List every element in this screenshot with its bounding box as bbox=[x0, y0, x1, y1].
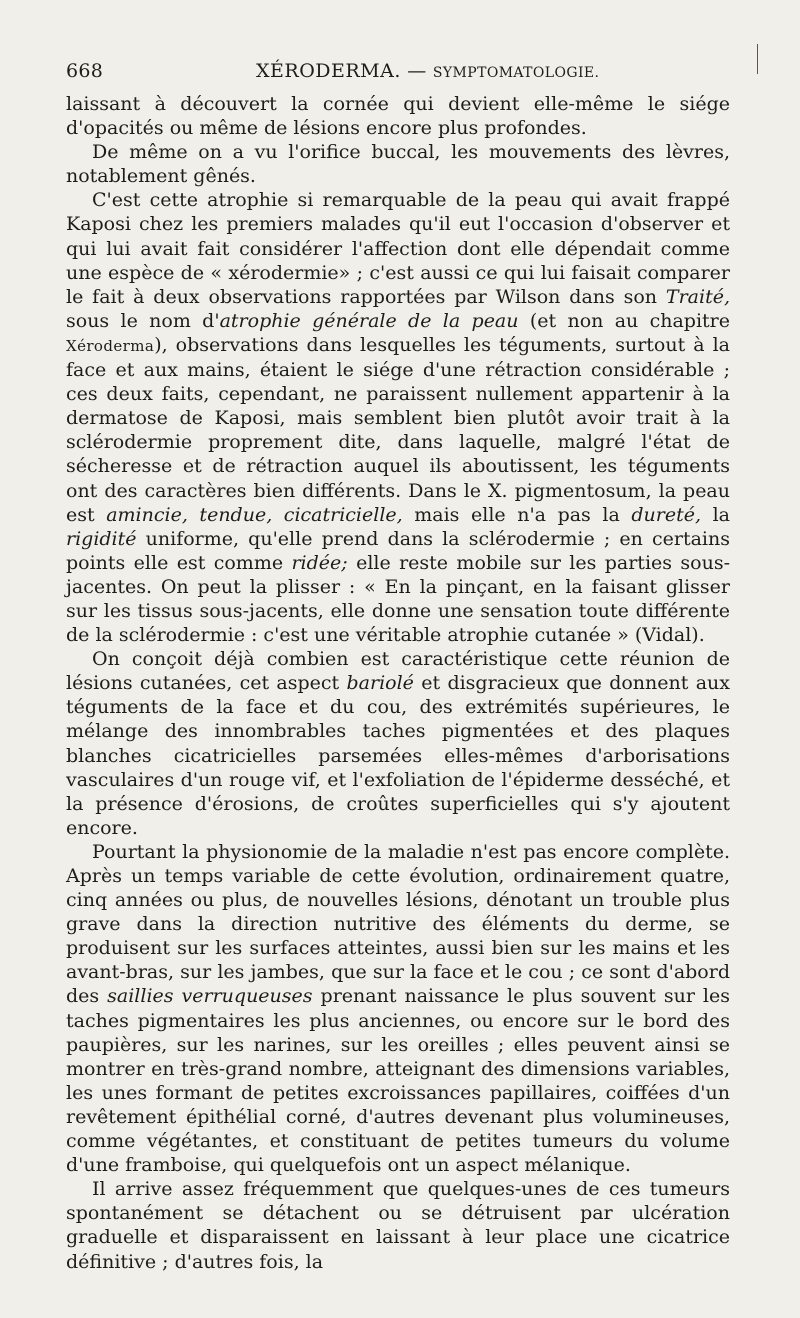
book-page bbox=[66, 60, 730, 1274]
paragraph-4 bbox=[66, 647, 730, 840]
italic-run: saillies verruqueuses bbox=[107, 985, 313, 1008]
text-run: On conçoit déjà combien est caractéristique cette réunion de lésions cutanées, cet aspect bbox=[66, 648, 730, 695]
text-run: sous le nom d' bbox=[66, 309, 220, 332]
running-separator: — bbox=[400, 60, 433, 82]
running-section: SYMPTOMATOLOGIE. bbox=[432, 65, 600, 81]
italic-run: amincie, tendue, cicatricielle, bbox=[106, 503, 403, 526]
text-run: elle reste mobile sur les parties sous-jacentes. On peut la plisser : « En la pinçant, en la faisant glisser sur les tissus sous-jacents, elle donne une sensation toute différente de la sclérodermie : c'est une véritable atrophie cutanée » (Vidal). bbox=[66, 551, 730, 647]
text-run: Pourtant la physionomie de la maladie n'est pas encore complète. Après un temps variable de cette évolution, ordinairement quatre, cinq années ou plus, de nouvelles lésions, dénotant un trouble plus grave dans la direction nutritive des éléments du derme, se produisent sur les surfaces atteintes, aussi bien sur les mains et les avant-bras, sur les jambes, que sur la face et le cou ; ce sont d'abord des bbox=[66, 840, 730, 1008]
text-run: mais elle n'a pas la bbox=[402, 503, 632, 526]
italic-run: ridée; bbox=[291, 551, 348, 574]
text-run: et disgracieux que donnent aux téguments de la face et du cou, des extrémités supérieures, le mélange des innombrables taches pigmentées et des plaques blanches cicatricielles parsemées elles-mêmes d'arborisations vasculaires d'un rouge vif, et l'exfoliation de l'épiderme desséché, et la présence d'érosions, de croûtes superficielles qui s'y ajoutent encore. bbox=[66, 672, 730, 839]
page-number: 668 bbox=[66, 60, 104, 82]
text-run: la bbox=[701, 503, 730, 526]
running-header bbox=[66, 60, 730, 92]
paragraph-2: De même on a vu l'orifice buccal, les mouvements des lèvres, notablement gênés. bbox=[66, 141, 730, 188]
text-run: uniforme, qu'elle prend dans la sclérodermie ; en certains points elle est comme bbox=[66, 527, 730, 574]
paragraph-6: Il arrive assez fréquemment que quelques-unes de ces tumeurs spontanément se détachent ou se détruisent par ulcération graduelle et disparaissent en laissant à leur place une cicatrice définitive ; d'autres fois, la bbox=[66, 1178, 730, 1273]
smallcaps-run: Xéroderma bbox=[66, 336, 155, 355]
paragraph-5 bbox=[66, 840, 730, 1177]
italic-run: atrophie générale de la peau bbox=[219, 309, 519, 332]
paragraph-1: laissant à découvert la cornée qui devient elle-même le siége d'opacités ou même de lésions encore plus profondes. bbox=[66, 93, 730, 140]
italic-run: rigidité bbox=[66, 527, 137, 550]
text-run: ), observations dans lesquelles les téguments, surtout à la face et aux mains, étaient le siége d'une rétraction considérable ; ces deux faits, cependant, ne paraissent nullement appartenir à la dermatose de Kaposi, mais semblent bien plutôt avoir trait à la sclérodermie proprement dite, dans laquelle, malgré l'état de sécheresse et de rétraction auquel ils aboutissent, les téguments ont des caractères bien différents. Dans le X. pigmentosum, la peau est bbox=[66, 333, 730, 526]
margin-mark bbox=[757, 44, 758, 74]
italic-run: bariolé bbox=[346, 672, 414, 695]
text-run: C'est cette atrophie si remarquable de la peau qui avait frappé Kaposi chez les premiers malades qu'il eut l'occasion d'observer et qui lui avait fait considérer l'affection dont elle dépendait comme une espèce de « xérodermie» ; c'est aussi ce qui lui faisait comparer le fait à deux observations rapportées par Wilson dans son bbox=[66, 189, 730, 308]
text-run: prenant naissance le plus souvent sur les taches pigmentaires les plus anciennes, ou encore sur le bord des paupières, sur les narines, sur les oreilles ; elles peuvent ainsi se montrer en très-grand nombre, atteignant des dimensions variables, les unes formant de petites excroissances papillaires, coiffées d'un revêtement épithélial corné, d'autres devenant plus volumineuses, comme végétantes, et constituant de petites tumeurs du volume d'une framboise, qui quelquefois ont un aspect mélanique. bbox=[66, 985, 730, 1177]
italic-run: dureté, bbox=[631, 503, 702, 526]
paragraph-3 bbox=[66, 188, 730, 647]
text-run: (et non au chapitre bbox=[518, 309, 731, 332]
body-text bbox=[66, 92, 730, 1274]
running-head bbox=[256, 60, 599, 82]
running-title: XÉRODERMA. bbox=[256, 60, 401, 82]
italic-run: Traité, bbox=[665, 285, 730, 308]
